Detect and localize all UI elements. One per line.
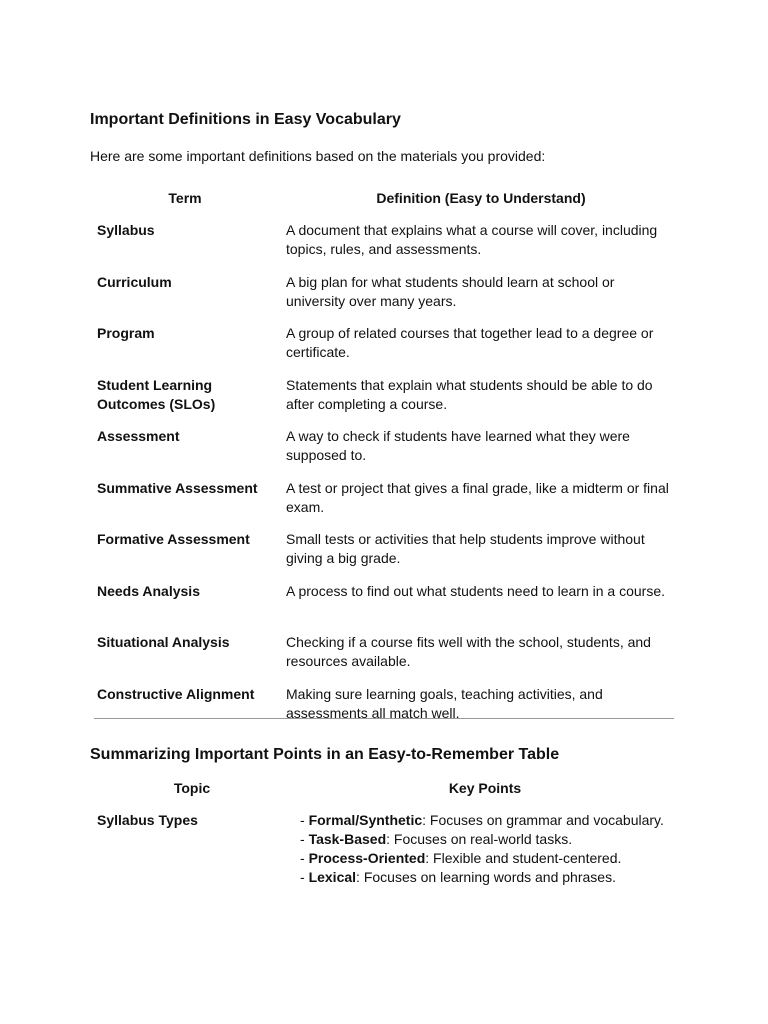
definition-cell: A document that explains what a course will cover, including topics, rules, and assessments. (286, 222, 658, 257)
column-header-key-points: Key Points (448, 780, 522, 796)
topic-cell: Syllabus Types (97, 812, 198, 828)
term-cell: Syllabus (97, 222, 155, 238)
term-cell: Constructive Alignment (97, 685, 255, 702)
table-row (97, 479, 676, 531)
table-header-row (97, 189, 676, 208)
table-row (97, 633, 676, 685)
table-row (97, 530, 676, 582)
term-cell: Formative Assessment (97, 531, 250, 547)
table-row (97, 427, 676, 479)
definition-cell: A big plan for what students should learn at school or university over many years. (286, 273, 615, 309)
table-row (97, 221, 676, 273)
column-header-topic: Topic (173, 780, 211, 796)
key-point: - Lexical: Focuses on learning words and phrases. (300, 869, 616, 885)
key-point: - Task-Based: Focuses on real-world tasks. (300, 831, 573, 847)
table-row (97, 324, 676, 376)
table-row (97, 376, 676, 428)
intro-text: Here are some important definitions based on the materials you provided: (90, 148, 546, 164)
term-cell: Assessment (97, 428, 180, 444)
table-row (97, 273, 676, 325)
table-row (97, 811, 670, 887)
term-cell: Needs Analysis (97, 582, 200, 599)
column-header-term: Term (168, 190, 202, 206)
definitions-heading: Important Definitions in Easy Vocabulary (90, 111, 401, 128)
term-cell: Student Learning Outcomes (SLOs) (97, 376, 216, 412)
definition-cell: Small tests or activities that help students improve without giving a big grade. (286, 531, 645, 566)
definition-cell: A process to find out what students need to learn in a course. (286, 582, 666, 599)
term-cell: Program (97, 325, 155, 341)
definitions-table (97, 189, 676, 736)
term-cell: Situational Analysis (97, 634, 230, 650)
section-divider (94, 718, 674, 719)
definition-cell: A test or project that gives a final grade, like a midterm or final exam. (286, 479, 669, 515)
key-point: - Process-Oriented: Flexible and student-centered. (300, 850, 622, 866)
definition-cell: Statements that explain what students should be able to do after completing a course. (286, 376, 653, 412)
definition-cell: A way to check if students have learned what they were supposed to. (286, 428, 630, 463)
table-header-row (97, 779, 670, 798)
definition-cell: A group of related courses that together lead to a degree or certificate. (286, 325, 654, 360)
definition-cell: Making sure learning goals, teaching activities, and assessments all match well. (286, 685, 603, 721)
term-cell: Curriculum (97, 273, 172, 290)
summary-heading: Summarizing Important Points in an Easy-to-Remember Table (90, 746, 560, 763)
column-header-definition: Definition (Easy to Understand) (376, 190, 586, 206)
key-point: - Formal/Synthetic: Focuses on grammar and vocabulary. (300, 812, 664, 828)
definition-cell: Checking if a course fits well with the school, students, and resources available. (286, 634, 651, 669)
key-points-cell (300, 811, 670, 887)
table-row (97, 685, 676, 737)
term-cell: Summative Assessment (97, 479, 258, 496)
table-row (97, 582, 676, 634)
summary-table (97, 779, 670, 887)
